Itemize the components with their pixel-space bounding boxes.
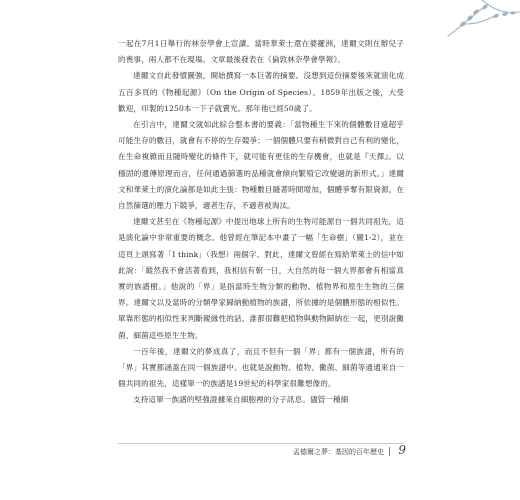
footer-divider	[389, 447, 390, 456]
paragraph-1: 一起在7月1日舉行的林奈學會上宣讀。當時華萊士還在婆羅洲，達爾文則在辦兒子的喪事，兩人都不在現場。文章最後發表在《倫敦林奈學會學報》。	[118, 39, 404, 65]
paragraph-6: 支持這單一族譜的堅強證據來自細胞裡的分子訊息。儘管一種細	[133, 395, 349, 405]
running-book-title: 孟德爾之夢：基因的百年歷史	[293, 448, 384, 456]
leaf-sprig-decoration	[0, 0, 520, 40]
page-body	[118, 36, 404, 409]
page-number: 9	[398, 443, 406, 457]
paragraph-4: 達爾文甚至在《物種起源》中提出地球上所有的生物可能源自一個共同祖先，這是演化論中非常重要的概念。他曾經在筆記本中畫了一幅「生命樹」（圖1-2），並在這頁上頭寫著「I think」（我想）兩個字。對此，達爾文曾經在寫給華萊士的信中如此說：「縱然我不會活著看到，我相信有朝一日，大自然的每一個大界都會有相當真實的族譜樹。」他說的「界」是指當時生物分類的動物、植物界和原生生物的三個界。達爾文以及當時的分類學家歸納動植物的族譜，所依據的是個體形態的相似性。單靠形態的相似性來判斷親緣性的話，誰都很難把植物與動物歸納在一起，更別說黴菌、細菌這些原生生物。	[118, 217, 404, 340]
paragraph-3: 在引言中，達爾文就如此綜合整本書的要義：「當物種生下來的個體數目遠超乎可能生存的數目，就會有不停的生存競爭；一個個體只要有稍微對自己有利的變化，在生命複雜而且隨時變化的條件下，就可能有更佳的生存機會，也就是『天擇』。以穩固的遺傳原理而言，任何通過篩選的品種就會傾向繁殖它改變過的新形式。」達爾文和華萊士的演化論都是如此主張：物種數目隨著時間增加，個體爭奪有限資源，在自然篩選的壓力下競爭，適者生存，不適者被淘汰。	[118, 120, 404, 211]
paragraph-5: 一百年後，達爾文的夢成真了，而且不但有一個「界」都有一個族譜，所有的「界」其實都涵蓋在同一個族譜中。也就是說動物、植物、黴菌、細菌等通通來自一個共同的祖先，這樣單一的族譜是19世紀的科學家很難想像的。	[118, 346, 404, 389]
page-footer	[118, 443, 406, 457]
paragraph-2: 達爾文自此發憤圖強，開始撰寫一本巨著的摘要。沒想到這份摘要後來就演化成五百多頁的《物種起源》（On the Origin of Species）。1859年出版之後，大受歡迎，印製的1250本一下子就賣光。那年他已經50歲了。	[118, 71, 404, 113]
